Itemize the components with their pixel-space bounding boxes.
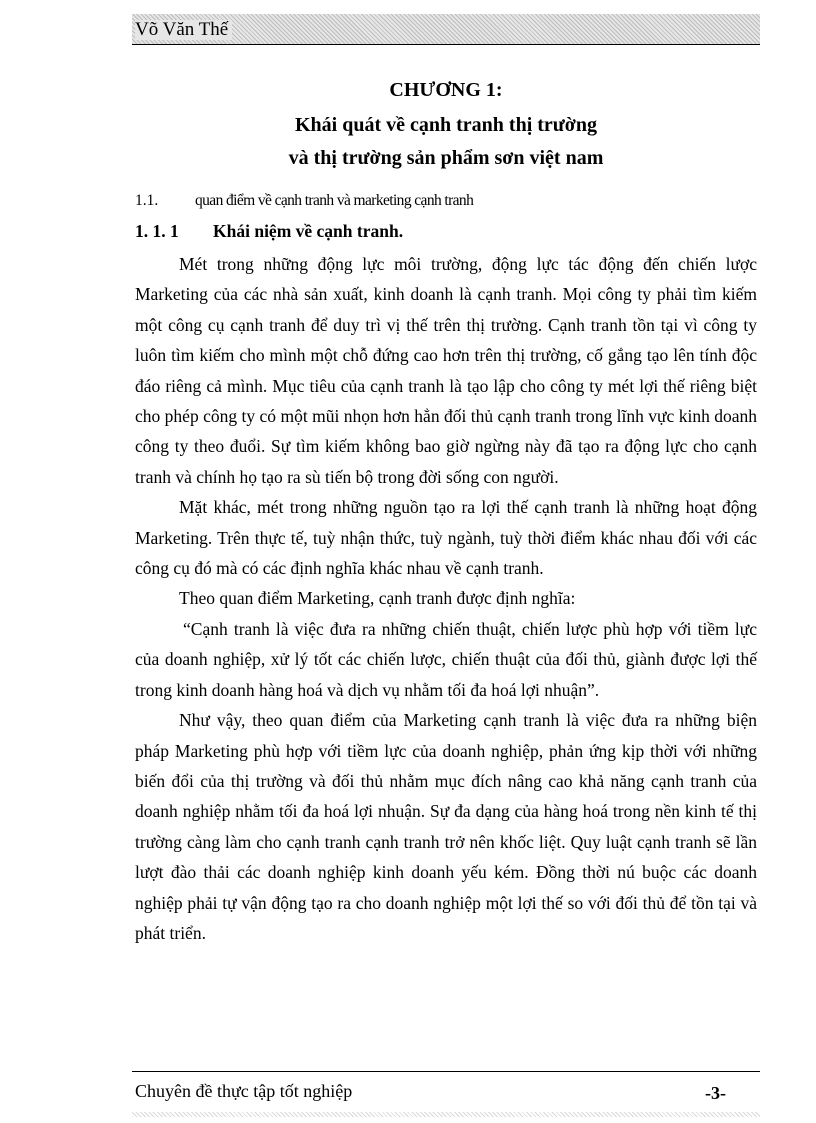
- section-title: quan điểm về cạnh tranh và marketing cạnh tranh: [195, 192, 474, 209]
- footer-pattern: [132, 1112, 760, 1117]
- chapter-title-line-1: Khái quát về cạnh tranh thị trường: [294, 114, 597, 136]
- subsection-title: Khái niệm về cạnh tranh.: [213, 221, 404, 241]
- section-number: 1.1.: [135, 192, 159, 209]
- page-header: [132, 14, 760, 45]
- definition-quote: “Cạnh tranh là việc đưa ra những chiến thuật, chiến lược phù hợp với tiềm lực của doanh nghiệp, xử lý tốt các chiến lược, chiến thuật của đối thủ, giành được lợi thế trong kinh doanh hàng hoá và dịch vụ nhằm tối đa hoá lợi nhuận”.: [135, 618, 757, 700]
- footer-title: Chuyên đề thực tập tốt nghiệp: [135, 1081, 353, 1101]
- page-number: -3-: [705, 1083, 726, 1103]
- subsection-heading: [135, 220, 403, 242]
- paragraph: Mét trong những động lực môi trường, động lực tác động đến chiến lược Marketing của các nhà sản xuất, kinh doanh là cạnh tranh. Mọi công ty phải tìm kiếm một công cụ cạnh tranh để duy trì vị thế trên thị trường. Cạnh tranh tồn tại vì công ty luôn tìm kiếm cho mình một chỗ đứng cao hơn trên thị trường, cố gắng tạo lên tính độc đáo riêng cả mình. Mục tiêu của cạnh tranh là tạo lập cho công ty mét lợi thế riêng biệt cho phép công ty có một mũi nhọn hơn hẳn đối thủ cạnh tranh trong lĩnh vực kinh doanh công ty theo đuổi. Sự tìm kiếm không bao giờ ngừng này đã tạo ra động lực cho cạnh tranh và chính họ tạo ra sù tiến bộ trong đời sống con người.: [135, 254, 757, 487]
- header-author: Võ Văn Thế: [135, 20, 232, 40]
- paragraph: Theo quan điểm Marketing, cạnh tranh được định nghĩa:: [179, 588, 576, 609]
- paragraph: Như vậy, theo quan điểm của Marketing cạnh tranh là việc đưa ra những biện pháp Marketing phù hợp với tiềm lực của doanh nghiệp, phản ứng kịp thời với những biến đổi của thị trường và đối thủ nhằm mục đích nâng cao khả năng cạnh tranh của doanh nghiệp nhằm tối đa hoá lợi nhuận. Sự đa dạng của hàng hoá trong nền kinh tế thị trường càng làm cho cạnh tranh cạnh tranh trở nên khốc liệt. Quy luật cạnh tranh sẽ lần lượt đào thải các doanh nghiệp kinh doanh yếu kém. Đồng thời nú buộc các doanh nghiệp phải tự vận động tạo ra cho doanh nghiệp một lợi thế so với đối thủ để tồn tại và phát triển.: [135, 710, 757, 943]
- chapter-label: CHƯƠNG 1:: [389, 79, 503, 101]
- chapter-title-line-2: và thị trường sản phẩm sơn việt nam: [288, 147, 604, 169]
- subsection-number: 1. 1. 1: [135, 221, 179, 241]
- footer-divider: [132, 1071, 760, 1072]
- paragraph: Mặt khác, mét trong những nguồn tạo ra lợi thế cạnh tranh là những hoạt động Marketing. Trên thực tế, tuỳ nhận thức, tuỳ ngành, tuỳ thời điểm khác nhau đối với các công cụ đó mà có các định nghĩa khác nhau về cạnh tranh.: [135, 497, 757, 579]
- section-heading: [135, 190, 473, 212]
- body-text: [135, 249, 757, 948]
